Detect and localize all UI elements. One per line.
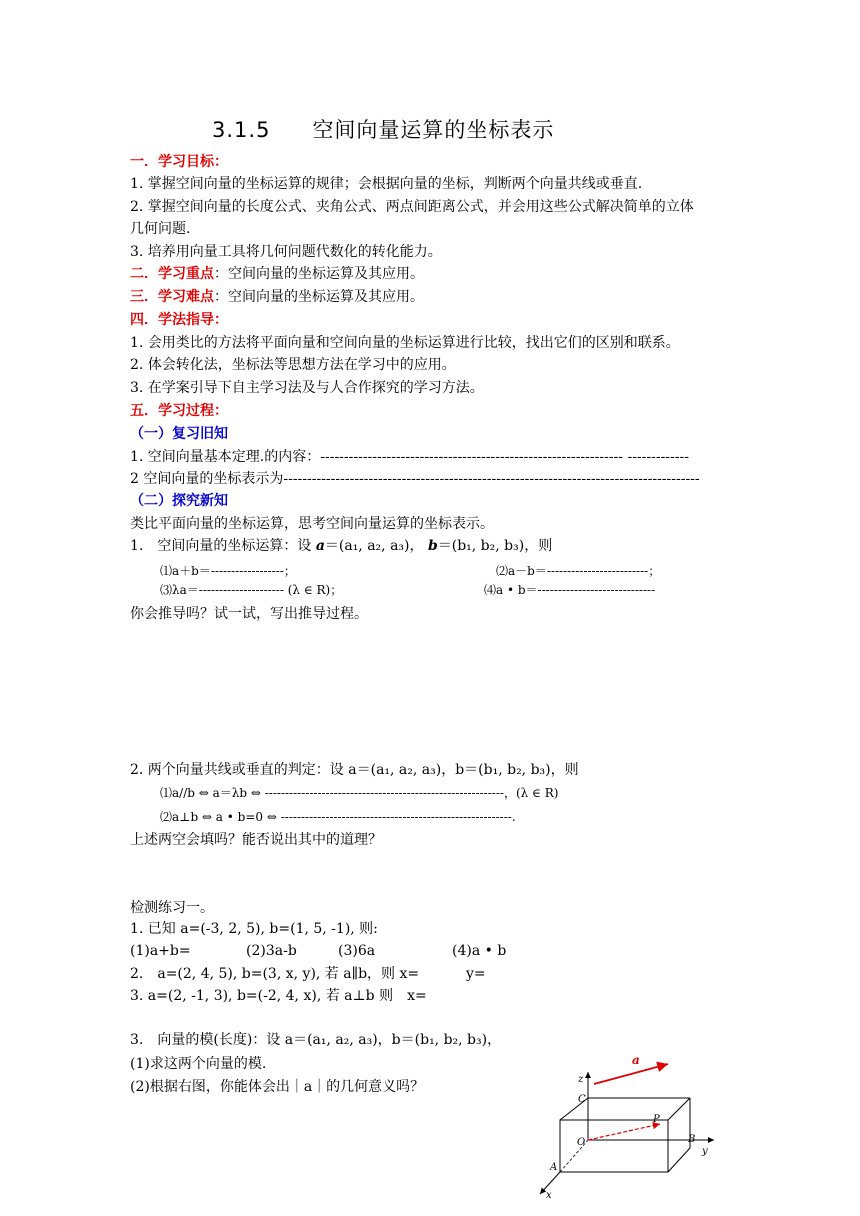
- section3-heading: 三．学习难点: [130, 289, 214, 305]
- vector-b-symbol: b: [427, 538, 438, 554]
- modulus-lead: 3. 向量的模(长度)：设 a＝(a₁, a₂, a₃)，b＝(b₁, b₂, b₃)，: [130, 1032, 502, 1048]
- figure-label-o: O: [577, 1137, 586, 1148]
- page-title: [212, 114, 554, 144]
- box-figure: [528, 1050, 728, 1200]
- vector-a-coords: ＝(a₁, a₂, a₃)，: [324, 538, 424, 554]
- figure-label-a: a: [632, 1053, 640, 1067]
- practice-q1-part2: (2)3a-b: [246, 943, 297, 959]
- section2-heading: 二．学习重点: [130, 266, 214, 282]
- figure-label-b: B: [688, 1134, 696, 1145]
- op-dot: ⑷a • b＝-----------------------------: [484, 583, 656, 597]
- vector-a-symbol: a: [315, 538, 325, 554]
- perpendicular-condition: ⑵a⊥b ⇔ a • b=0 ⇔ ---------------------------------------------------------.: [160, 810, 516, 824]
- section1-item-1: 1. 掌握空间向量的坐标运算的规律；会根据向量的坐标，判断两个向量共线或垂直.: [130, 176, 643, 192]
- vector-b-coords: ＝(b₁, b₂, b₃)，则: [437, 538, 553, 554]
- figure-label-x: x: [546, 1190, 552, 1200]
- explore-heading: （二）探究新知: [130, 493, 228, 509]
- practice-q1-part4: (4)a • b: [452, 943, 507, 959]
- section3-line: [130, 287, 424, 307]
- title-text: 空间向量运算的坐标表示: [312, 118, 555, 142]
- parallel-perp-question: 上述两空会填吗？能否说出其中的道理？: [130, 832, 382, 848]
- op-scalar: ⑶λa＝--------------------- (λ ∈ R)；: [160, 583, 343, 597]
- op-sum: ⑴a＋b＝------------------；: [160, 564, 296, 578]
- review-item-2: 2 空间向量的坐标表示为----------------------------------------------------------------------------------------: [130, 471, 700, 487]
- section4-heading: 四．学法指导：: [130, 312, 228, 328]
- practice-q3: 3. a=(2, -1, 3), b=(-2, 4, x), 若 a⊥b 则 x=: [130, 988, 427, 1004]
- figure-label-A: A: [550, 1162, 558, 1173]
- derive-prompt: 你会推导吗？试一试，写出推导过程。: [130, 606, 368, 622]
- review-item-1: 1. 空间向量基本定理.的内容：---------------------------------------------------------------- -------------: [130, 449, 689, 465]
- section1-item-2: 2. 掌握空间向量的长度公式、夹角公式、两点间距离公式，并会用这些公式解决简单的立体: [130, 199, 694, 215]
- vector-a-arrow: [594, 1064, 668, 1084]
- section1-heading: 一．学习目标：: [130, 154, 228, 170]
- practice-q1-part1: (1)a+b=: [130, 943, 191, 959]
- section5-heading: 五．学习过程：: [130, 403, 228, 419]
- figure-label-p: P: [653, 1114, 660, 1125]
- section1-item-2-cont: 几何问题.: [130, 221, 191, 237]
- review-heading: （一）复习旧知: [130, 426, 228, 442]
- section2-line: [130, 264, 424, 284]
- figure-label-c: C: [578, 1094, 586, 1105]
- practice-heading: 检测练习一。: [130, 900, 214, 916]
- practice-q2: 2. a=(2, 4, 5), b=(3, x, y), 若 a∥b，则 x=: [130, 966, 420, 982]
- modulus-q2: (2)根据右图，你能体会出｜a｜的几何意义吗？: [130, 1079, 425, 1095]
- section4-item-3: 3. 在学案引导下自主学习法及与人合作探究的学习方法。: [130, 380, 484, 396]
- parallel-condition: ⑴a//b ⇔ a＝λb ⇔ -----------------------------------------------------------，(λ ∈ R): [160, 786, 559, 800]
- box-edge-top-right: [668, 1098, 690, 1120]
- section2-text: ：空间向量的坐标运算及其应用。: [214, 266, 424, 282]
- box-edge-bottom-right: [668, 1148, 690, 1172]
- practice-q2-y: y=: [466, 966, 486, 982]
- op-difference: ⑵a－b＝-------------------------；: [496, 564, 661, 578]
- title-number: 3.1.5: [212, 118, 271, 142]
- parallel-perp-lead: 2. 两个向量共线或垂直的判定：设 a＝(a₁, a₂, a₃)，b＝(b₁, b₂, b₃)，则: [130, 762, 579, 778]
- section4-item-1: 1. 会用类比的方法将平面向量和空间向量的坐标运算进行比较，找出它们的区别和联系。: [130, 335, 680, 351]
- section4-item-2: 2. 体会转化法，坐标法等思想方法在学习中的应用。: [130, 357, 456, 373]
- practice-q1-part3: (3)6a: [338, 943, 376, 959]
- section3-text: ：空间向量的坐标运算及其应用。: [214, 289, 424, 305]
- modulus-q1: (1)求这两个向量的模.: [130, 1056, 267, 1072]
- figure-label-z: z: [578, 1074, 584, 1085]
- practice-q1: 1. 已知 a=(-3, 2, 5), b=(1, 5, -1), 则:: [130, 921, 378, 937]
- section1-item-3: 3. 培养用向量工具将几何问题代数化的转化能力。: [130, 244, 442, 260]
- coord-ops-lead: 1. 空间向量的坐标运算：设: [130, 538, 312, 554]
- coord-ops-lead-line: [130, 536, 552, 556]
- explore-intro: 类比平面向量的坐标运算，思考空间向量运算的坐标表示。: [130, 516, 494, 532]
- vector-op: [588, 1124, 660, 1140]
- figure-label-y: y: [702, 1146, 708, 1157]
